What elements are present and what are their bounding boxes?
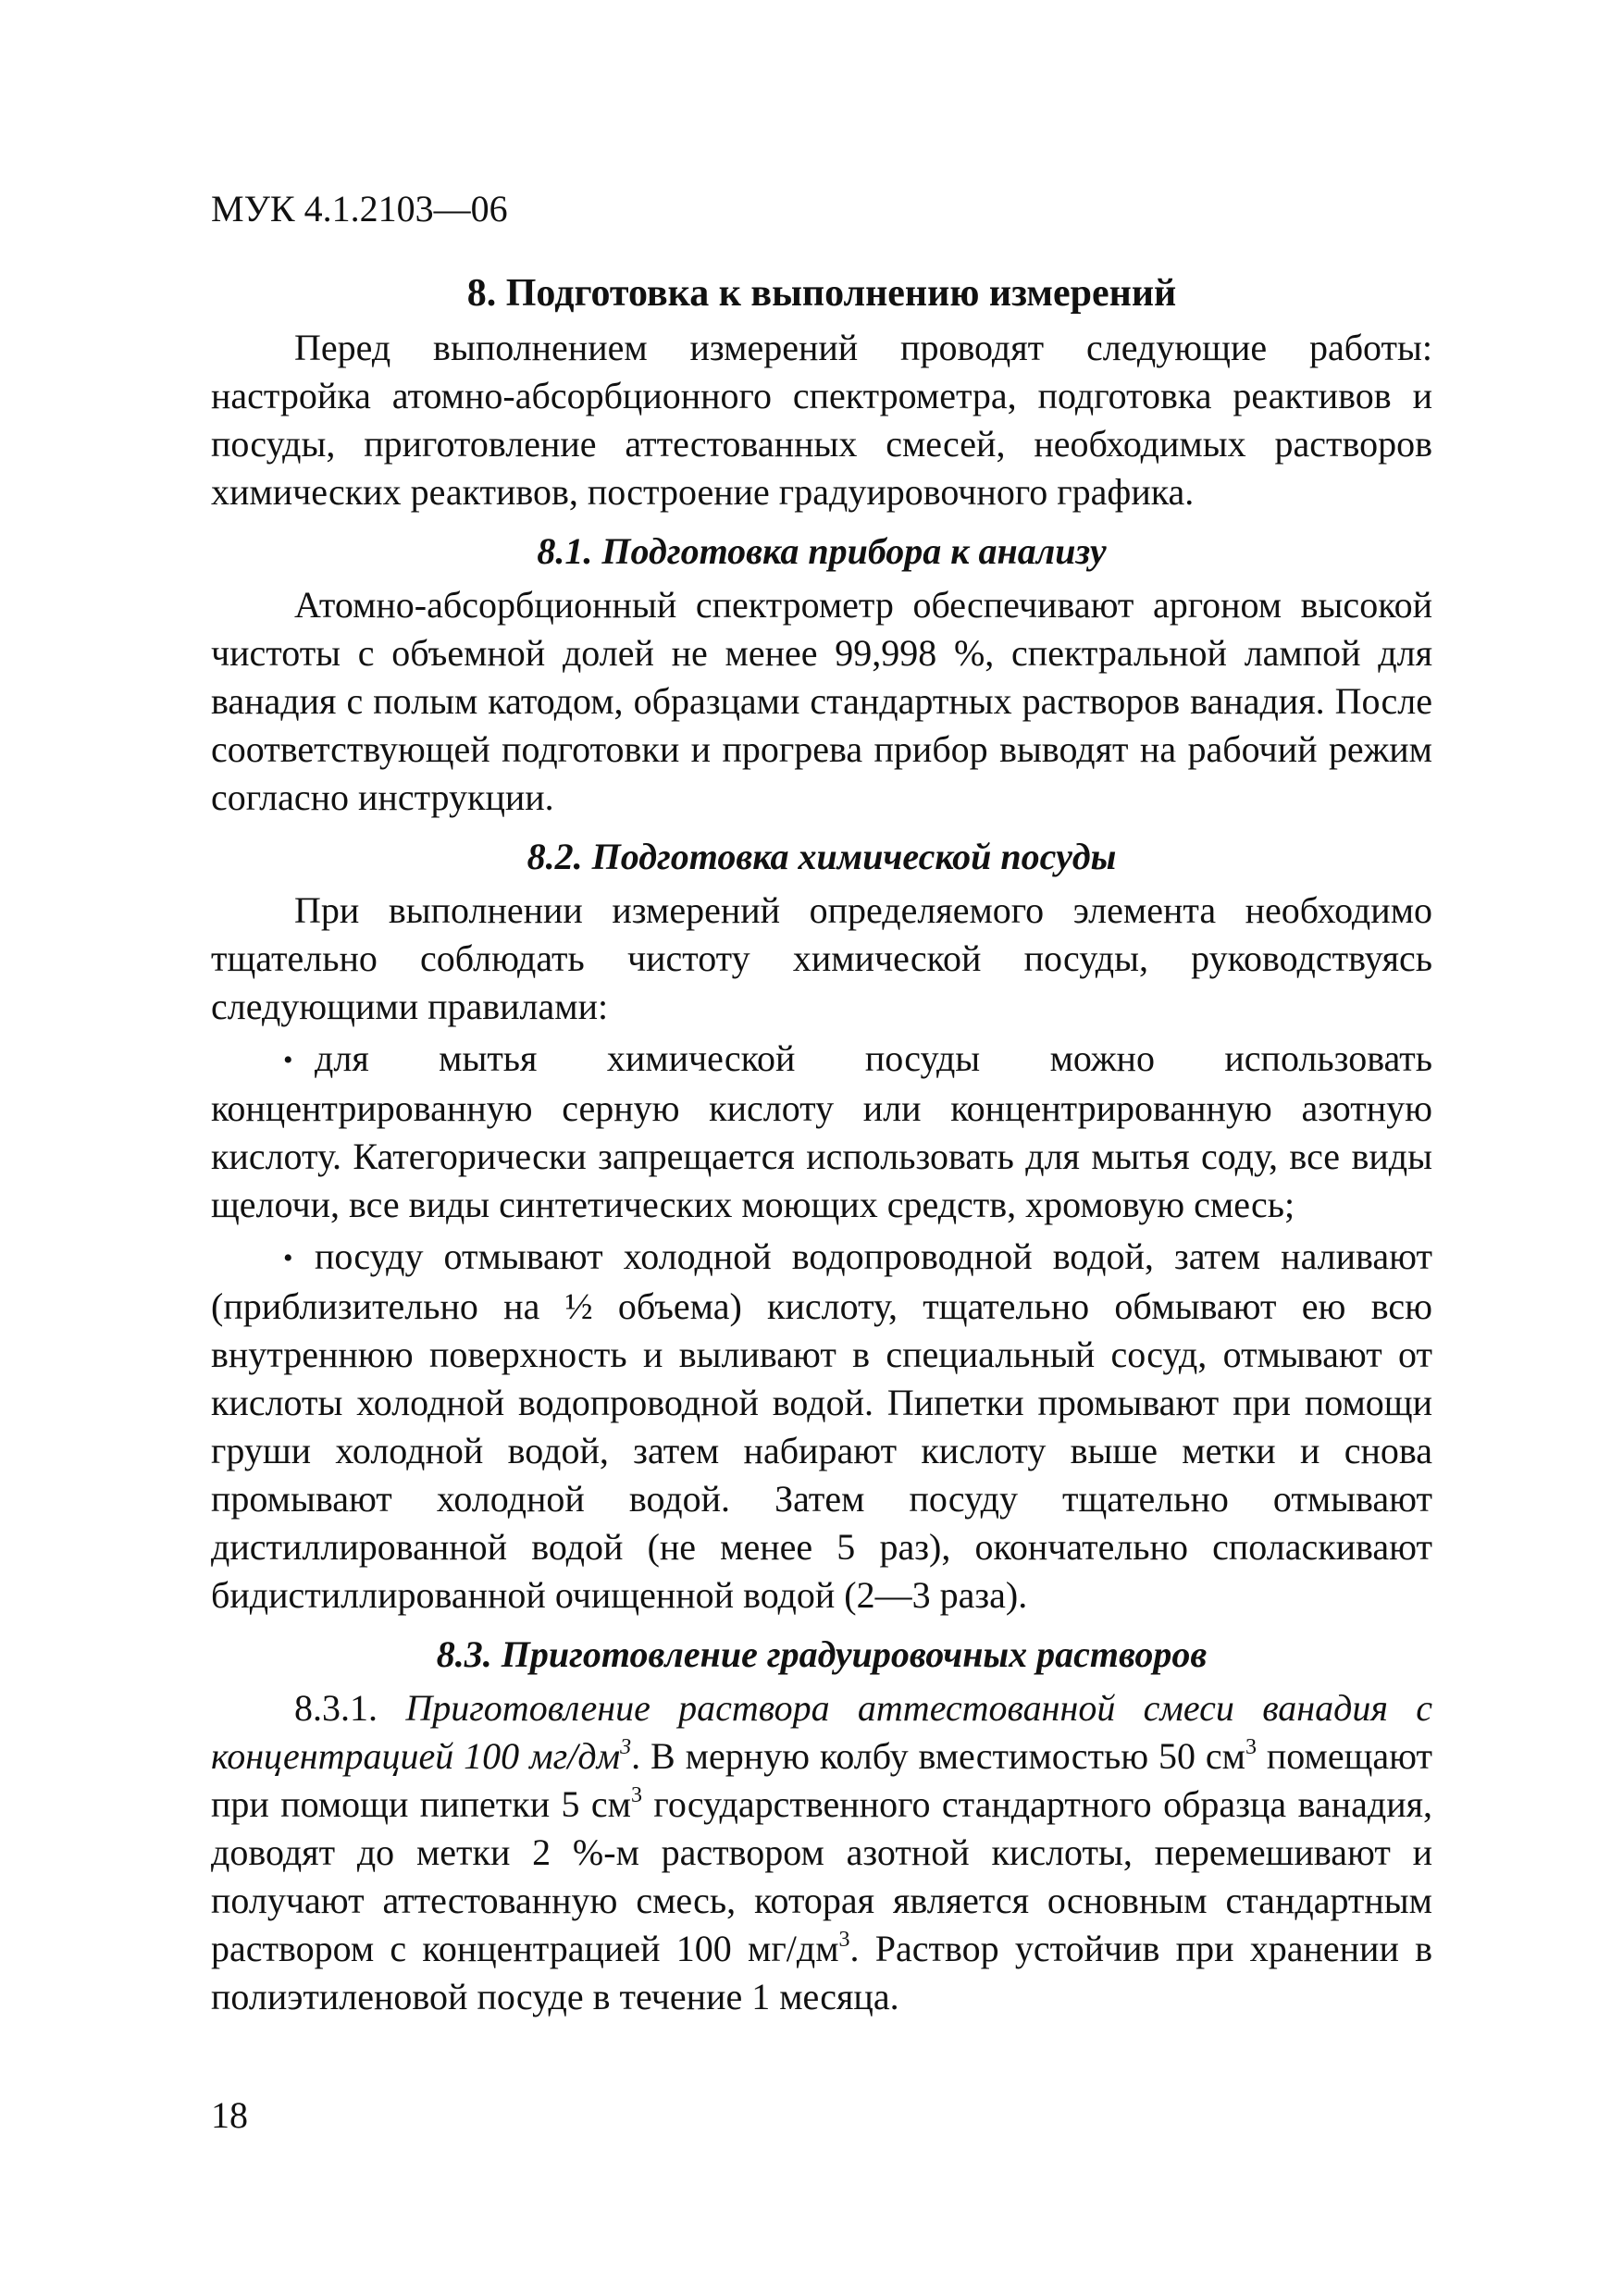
clause-number: 8.3.1. — [294, 1687, 378, 1729]
section-8-1-heading: 8.1. Подготовка прибора к анализу — [537, 530, 1107, 572]
bullet-icon: • — [283, 1045, 293, 1075]
document-code-header: МУК 4.1.2103—06 — [211, 188, 508, 230]
section-8-intro: Перед выполнением измерений проводят следующие работы: настройка атомно-абсорбционного спектрометра, подготовка реактивов и посуды, приготовление аттестованных смесей, необходимых растворов химических реактивов, построение градуировочного графика. — [211, 327, 1432, 513]
superscript: 3 — [620, 1735, 632, 1759]
superscript: 3 — [838, 1928, 850, 1952]
list-item-text: для мытья химической посуды можно использовать концентрированную серную кислоту или концентрированную азотную кислоту. Категорически запрещается использовать для мытья соду, все виды щелочи, все виды синтетических моющих средств, хромовую смесь; — [211, 1037, 1432, 1225]
section-8-1-text: Атомно-абсорбционный спектрометр обеспечивают аргоном высокой чистоты с объемной долей не менее 99,998 %, спектральной лампой для ванадия с полым катодом, образцами стандартных растворов ванадия. После соответствующей подготовки и прогрева прибор выводят на рабочий режим согласно инструкции. — [211, 584, 1432, 818]
page-number: 18 — [211, 2094, 248, 2136]
clause-text: . В мерную колбу вместимостью 50 см — [631, 1735, 1245, 1777]
superscript: 3 — [631, 1783, 642, 1807]
list-item — [211, 1035, 1432, 1229]
section-8-2-intro: При выполнении измерений определяемого элемента необходимо тщательно соблюдать чистоту химической посуды, руководствуясь следующими правилами: — [211, 889, 1432, 1027]
clause-text: помещают при помощи пипетки 5 см — [211, 1735, 1433, 1825]
section-8-3-1-paragraph — [211, 1684, 1432, 2021]
clause-title: Приготовление раствора аттестованной смеси ванадия с концентрацией 100 мг/дм — [211, 1687, 1433, 1777]
clause-text: . Раствор устойчив при хранении в полиэтиленовой посуде в течение 1 месяца. — [211, 1928, 1433, 2017]
section-8-heading: 8. Подготовка к выполнению измерений — [466, 272, 1177, 315]
section-8-2-heading: 8.2. Подготовка химической посуды — [527, 836, 1117, 877]
list-item-text: посуду отмывают холодной водопроводной водой, затем наливают (приблизительно на ½ объема) кислоту, тщательно обмывают ею всю внутреннюю поверхность и выливают в специальный сосуд, отмывают от кислоты холодной водопроводной водой. Пипетки промывают при помощи груши холодной водой, затем набирают кислоту выше метки и снова промывают холодной водой. Затем посуду тщательно отмывают дистиллированной водой (не менее 5 раз), окончательно споласкивают бидистиллированной очищенной водой (2—3 раза). — [211, 1235, 1432, 1616]
clause-text: государственного стандартного образца ванадия, доводят до метки 2 %-м раствором азотной кислоты, перемешивают и получают аттестованную смесь, которая является основным стандартным раствором с концентрацией 100 мг/дм — [211, 1783, 1432, 1969]
section-8-3-heading: 8.3. Приготовление градуировочных растворов — [436, 1633, 1208, 1675]
list-item — [211, 1233, 1432, 1620]
superscript: 3 — [1245, 1735, 1257, 1759]
page-content — [211, 268, 1432, 2021]
bullet-icon: • — [283, 1243, 293, 1273]
